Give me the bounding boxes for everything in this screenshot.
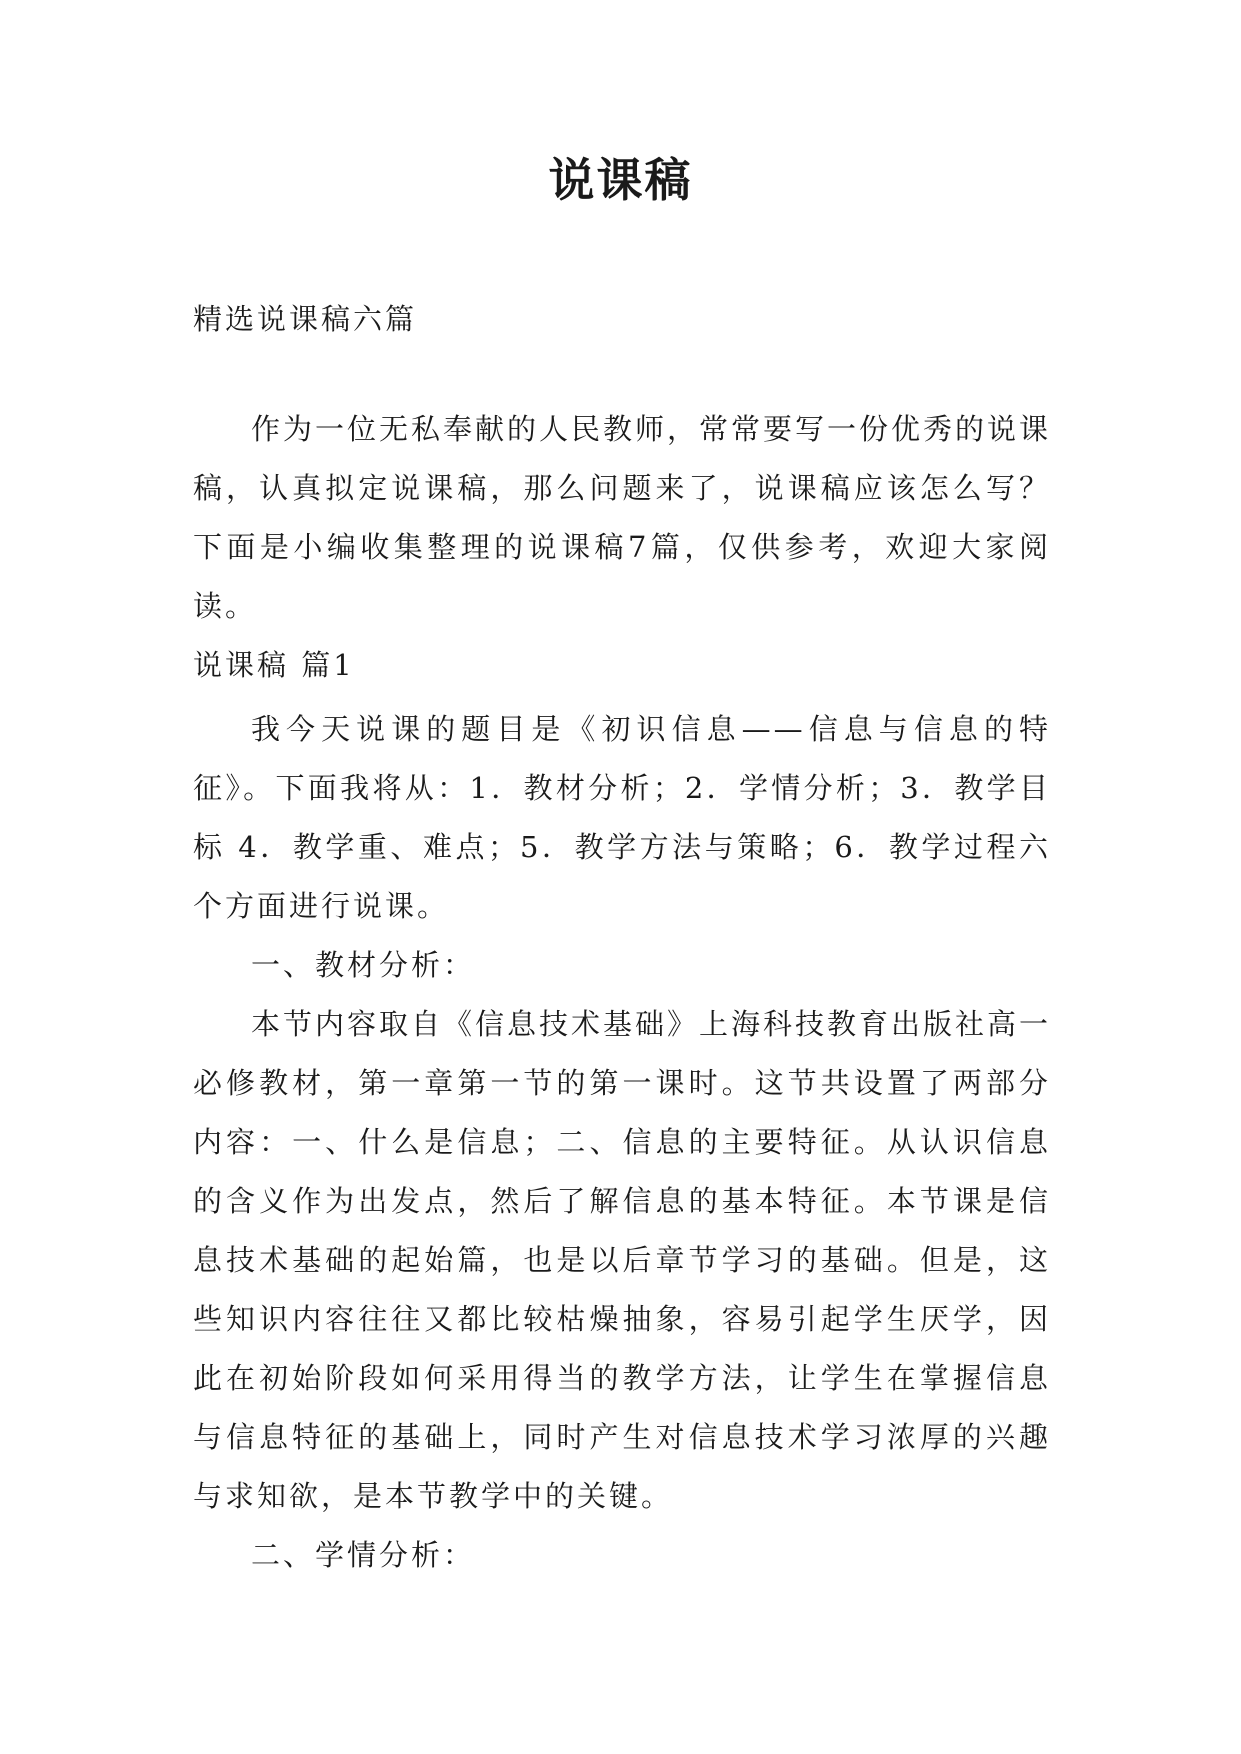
section-heading: 说课稿 篇1: [193, 648, 355, 682]
heading-material-analysis: 一、教材分析：: [251, 948, 476, 982]
lesson-body: [193, 700, 1051, 1585]
topic-paragraph: 我今天说课的题目是《初识信息——信息与信息的特征》。下面我将从：1．教材分析；2．学情分析；3．教学目标 4．教学重、难点；5．教学方法与策略；6．教学过程六个方面进行说课。: [193, 712, 1051, 923]
document-subtitle: 精选说课稿六篇: [193, 302, 418, 336]
document-title: 说课稿: [548, 153, 693, 207]
heading-student-analysis: 二、学情分析：: [251, 1538, 476, 1572]
material-analysis-paragraph: 本节内容取自《信息技术基础》上海科技教育出版社高一必修教材，第一章第一节的第一课时。这节共设置了两部分内容：一、什么是信息；二、信息的主要特征。从认识信息的含义作为出发点，然后了解信息的基本特征。本节课是信息技术基础的起始篇，也是以后章节学习的基础。但是，这些知识内容往往又都比较枯燥抽象，容易引起学生厌学，因此在初始阶段如何采用得当的教学方法，让学生在掌握信息与信息特征的基础上，同时产生对信息技术学习浓厚的兴趣与求知欲，是本节教学中的关键。: [193, 1007, 1052, 1513]
intro-block: [193, 400, 1051, 695]
intro-paragraph: 作为一位无私奉献的人民教师，常常要写一份优秀的说课稿，认真拟定说课稿，那么问题来了，说课稿应该怎么写？下面是小编收集整理的说课稿7篇，仅供参考，欢迎大家阅读。: [193, 412, 1052, 623]
